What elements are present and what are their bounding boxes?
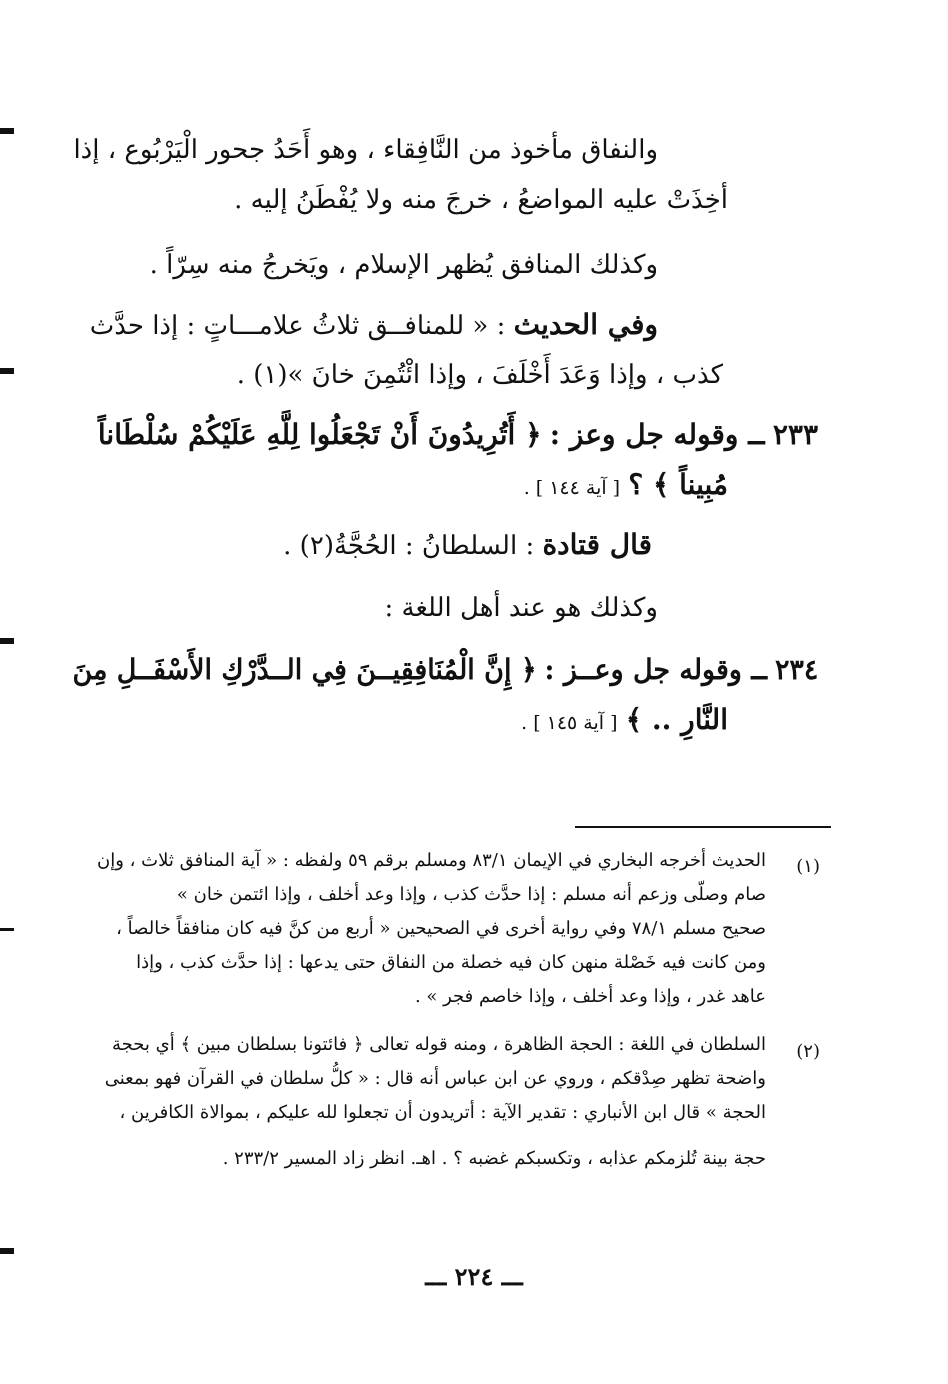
scan-mark <box>0 928 14 931</box>
scan-mark <box>0 638 14 644</box>
para2-line1: وكذلك المنافق يُظهر الإسلام ، ويَخرجُ منه سِرّاً . <box>149 250 658 280</box>
hadith-text: : « للمنافــق ثلاثُ علامـــاتٍ : إذا حدَّث <box>89 311 514 341</box>
footnote-number: (١) <box>796 856 820 877</box>
scan-mark <box>0 1248 14 1254</box>
footnote2-line: الحجة » قال ابن الأنباري : تقدير الآية : أتريدون أن تجعلوا لله عليكم ، بموالاة الكافرين ، <box>119 1102 766 1123</box>
verse233-number: ٢٣٣ <box>772 418 818 451</box>
verse233-ref: [ آية ١٤٤ ] . <box>523 477 621 499</box>
qatada-line <box>283 525 652 566</box>
verse233-text2: مُبِيناً ﴾ ؟ <box>628 468 728 501</box>
verse234-text2: النَّارِ .. ﴾ <box>625 703 728 736</box>
verse233-text: ﴿ أَتُرِيدُونَ أَنْ تَجْعَلُوا لِلَّهِ عَلَيْكُمْ سُلْطَاناً <box>97 418 542 451</box>
para1-line1: والنفاق مأخوذ من النَّافِقاء ، وهو أَحَدُ جحور الْيَرْبُوع ، إذا <box>73 135 658 165</box>
verse234-ref: [ آية ١٤٥ ] . <box>521 712 618 734</box>
qatada-lead: قال قتادة <box>542 528 652 561</box>
footnote-number: (٢) <box>796 1041 820 1062</box>
verse234-line2 <box>521 700 728 743</box>
para1-line2: أخِذَتْ عليه المواضعُ ، خرجَ منه ولا يُفْطَنُ إليه . <box>234 185 728 215</box>
scan-mark <box>0 128 14 134</box>
footnote1-line: الحديث أخرجه البخاري في الإيمان ٨٣/١ ومسلم برقم ٥٩ ولفظه : « آية المنافق ثلاث ، وإن <box>97 850 766 871</box>
footnote2-line: حجة بينة تُلزمكم عذابه ، وتكسبكم غضبه ؟ . اهـ. انظر زاد المسير ٢٣٣/٢ . <box>222 1148 766 1169</box>
verse234-number: ٢٣٤ <box>774 653 818 686</box>
footnote2-line: السلطان في اللغة : الحجة الظاهرة ، ومنه قوله تعالى ﴿ فائتونا بسلطان مبين ﴾ أي بحجة <box>112 1034 766 1055</box>
para3-line2: كذب ، وإذا وَعَدَ أَخْلَفَ ، وإذا ائْتُمِنَ خانَ »(١) . <box>236 360 723 390</box>
verse234-text: ﴿ إِنَّ الْمُنَافِقِيــنَ فِي الــدَّرْكِ الأَسْفَــلِ مِنَ <box>72 653 537 686</box>
scan-mark <box>0 368 14 374</box>
footnote1-line: صحيح مسلم ٧٨/١ وفي رواية أخرى في الصحيحين « أربع من كنَّ فيه كان منافقاً خالصاً ، <box>116 918 766 939</box>
footnote-separator <box>575 826 831 828</box>
verse233-lead: ــ وقوله جل وعز : <box>549 418 765 451</box>
page-number: ـــ ٢٢٤ ـــ <box>425 1262 523 1291</box>
verse233-line1 <box>98 415 818 456</box>
verse234-line1 <box>72 650 818 691</box>
footnote2-line: واضحة تظهر صِدْقكم ، وروي عن ابن عباس أنه قال : « كلُّ سلطان في القرآن فهو بمعنى <box>104 1068 766 1089</box>
footnote1-line: صام وصلّى وزعم أنه مسلم : إذا حدَّث كذب ، وإذا وعد أخلف ، وإذا ائتمن خان » <box>176 884 766 905</box>
footnote1-line: عاهد غدر ، وإذا وعد أخلف ، وإذا خاصم فجر » . <box>414 986 766 1007</box>
verse234-lead: ــ وقوله جل وعــز : <box>544 653 767 686</box>
footnote1-line: ومن كانت فيه خَصْلة منهن كان فيه خصلة من النفاق حتى يدعها : إذا حدَّث كذب ، وإذا <box>136 952 766 973</box>
para3-line1 <box>90 305 658 346</box>
qatada-text: : السلطانُ : الحُجَّةُ(٢) . <box>283 531 543 561</box>
kadhalik-line: وكذلك هو عند أهل اللغة : <box>384 593 658 623</box>
verse233-line2 <box>524 465 728 508</box>
hadith-lead: وفي الحديث <box>513 308 658 341</box>
